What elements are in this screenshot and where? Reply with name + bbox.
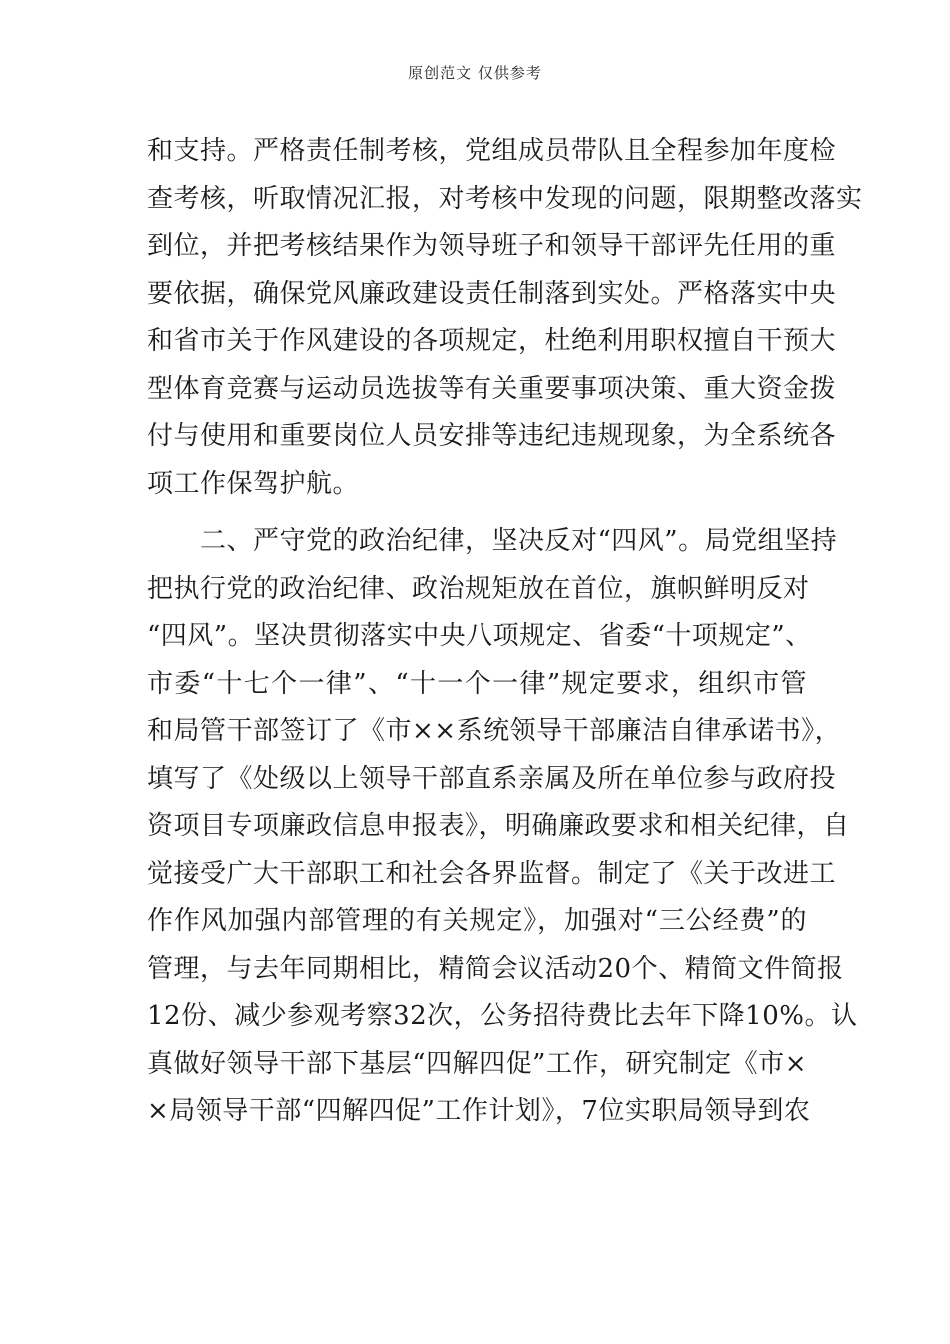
text-line: 填写了《处级以上领导干部直系亲属及所在单位参与政府投 [147,763,837,794]
text-line: 把执行党的政治纪律、政治规矩放在首位，旗帜鲜明反对 [147,573,810,604]
text-line: 付与使用和重要岗位人员安排等违纪违规现象，为全系统各 [147,421,837,451]
text-line: 真做好领导干部下基层“四解四促”工作，研究制定《市× [147,1048,807,1079]
text-line: 市委“十七个一律”、“十一个一律”规定要求，组织市管 [147,668,807,699]
text-line: 二、严守党的政治纪律，坚决反对“四风”。局党组坚持 [147,526,838,556]
text-line: 12份、减少参观考察32次，公务招待费比去年下降10%。认 [147,1001,858,1031]
text-line: 和省市关于作风建设的各项规定，杜绝利用职权擅自干预大 [147,326,837,356]
text-line: 到位，并把考核结果作为领导班子和领导干部评先任用的重 [147,231,837,261]
text-line: 要依据，确保党风廉政建设责任制落到实处。严格落实中央 [147,278,837,309]
text-line: ×局领导干部“四解四促”工作计划》，7位实职局领导到农 [147,1096,811,1126]
text-line: 型体育竞赛与运动员选拔等有关重要事项决策、重大资金拨 [147,373,837,404]
page-header: 原创范文 仅供参考 [408,64,542,82]
text-line: “四风”。坚决贯彻落实中央八项规定、省委“十项规定”、 [147,621,812,651]
text-line: 查考核，听取情况汇报，对考核中发现的问题，限期整改落实 [147,183,863,214]
text-line: 和支持。严格责任制考核，党组成员带队且全程参加年度检 [147,136,837,166]
paragraph-2 [147,518,858,1136]
document-body [147,128,863,1136]
text-line: 管理，与去年同期相比，精简会议活动20个、精简文件简报 [147,953,844,984]
paragraph-1 [147,128,863,508]
text-line: 觉接受广大干部职工和社会各界监督。制定了《关于改进工 [147,858,837,889]
text-line: 项工作保驾护航。 [147,468,360,499]
text-line: 作作风加强内部管理的有关规定》，加强对“三公经费”的 [147,906,807,936]
text-line: 和局管干部签订了《市××系统领导干部廉洁自律承诺书》， [147,716,842,746]
text-line: 资项目专项廉政信息申报表》，明确廉政要求和相关纪律，自 [147,811,850,841]
